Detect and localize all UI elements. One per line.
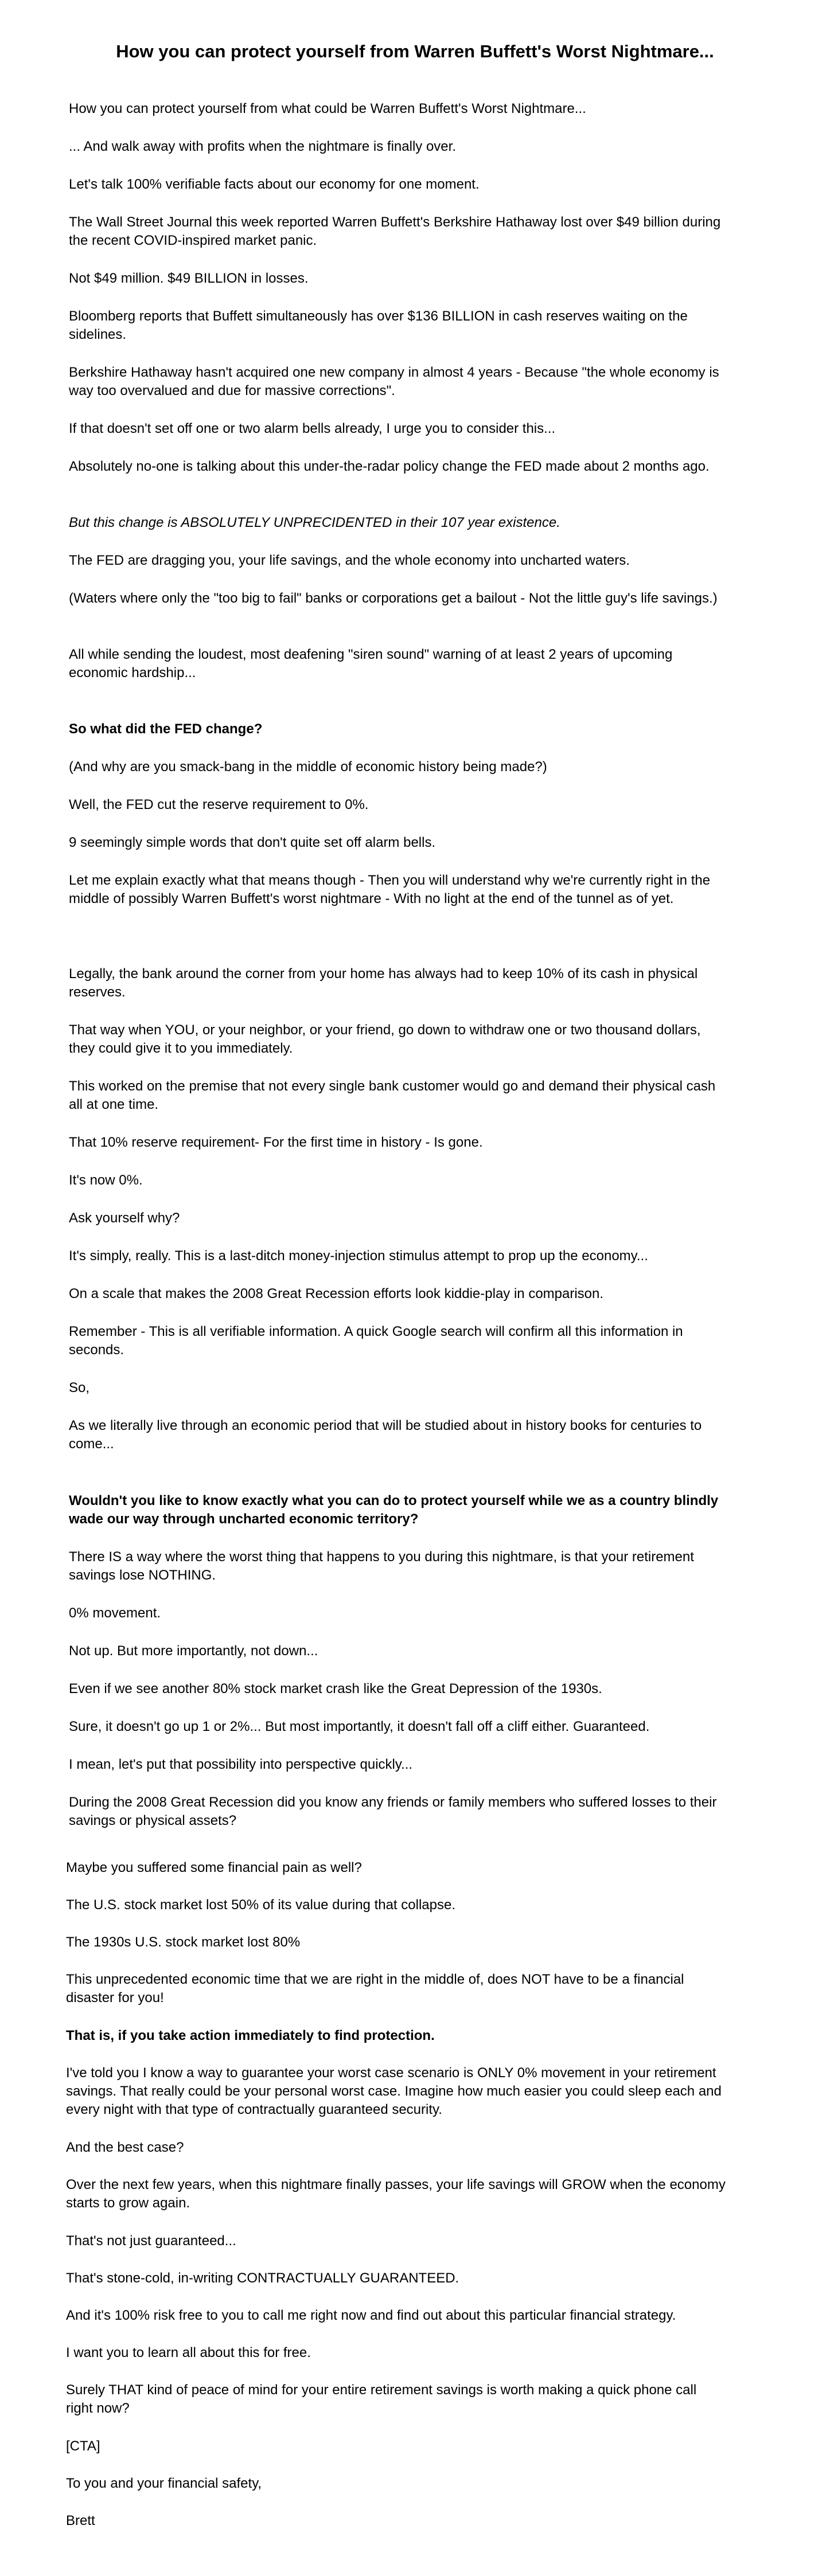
cta-placeholder: [CTA] <box>66 2438 100 2454</box>
paragraph: The 1930s U.S. stock market lost 80% <box>66 1934 301 1950</box>
signature: Brett <box>66 2513 95 2528</box>
paragraph: If that doesn't set off one or two alarm bells already, I urge you to consider this... <box>69 421 556 436</box>
paragraph: On a scale that makes the 2008 Great Recession efforts look kiddie-play in comparison. <box>69 1286 604 1301</box>
paragraph: All while sending the loudest, most deafening "siren sound" warning of at least 2 years of upcoming economic hardship... <box>69 647 673 681</box>
paragraph: Not up. But more importantly, not down... <box>69 1643 318 1659</box>
paragraph: As we literally live through an economic period that will be studied about in history books for centuries to come... <box>69 1418 702 1452</box>
paragraph: That's not just guaranteed... <box>66 2233 236 2249</box>
paragraph: Ask yourself why? <box>69 1210 180 1226</box>
paragraph: And it's 100% risk free to you to call me right now and find out about this particular financial strategy. <box>66 2308 676 2323</box>
paragraph: That way when YOU, or your neighbor, or your friend, go down to withdraw one or two thousand dollars, they could give it to you immediately. <box>69 1022 701 1056</box>
paragraph: So, <box>69 1380 90 1396</box>
paragraph: Berkshire Hathaway hasn't acquired one new company in almost 4 years - Because "the whole economy is way too overvalued and due for massive corrections". <box>69 365 719 398</box>
paragraph: Well, the FED cut the reserve requirement to 0%. <box>69 797 369 812</box>
paragraph: It's simply, really. This is a last-ditch money-injection stimulus attempt to prop up the economy... <box>69 1248 648 1264</box>
paragraph: Legally, the bank around the corner from your home has always had to keep 10% of its cash in physical reserves. <box>69 966 698 1000</box>
paragraph: Let's talk 100% verifiable facts about our economy for one moment. <box>69 177 480 192</box>
paragraph: (And why are you smack-bang in the middle of economic history being made?) <box>69 759 547 775</box>
section-heading: Wouldn't you like to know exactly what you can do to protect yourself while we as a country blindly wade our way through uncharted economic territory? <box>69 1493 719 1527</box>
paragraph: ... And walk away with profits when the nightmare is finally over. <box>69 139 456 154</box>
paragraph: Let me explain exactly what that means though - Then you will understand why we're currently right in the middle of possibly Warren Buffett's worst nightmare - With no light at the end of the tunnel as of yet. <box>69 873 711 906</box>
paragraph: Bloomberg reports that Buffett simultaneously has over $136 BILLION in cash reserves waiting on the sidelines. <box>69 308 688 342</box>
paragraph: It's now 0%. <box>69 1172 143 1188</box>
paragraph: The Wall Street Journal this week reported Warren Buffett's Berkshire Hathaway lost over $49 billion during the recent COVID-inspired market panic. <box>69 214 721 248</box>
paragraph: The FED are dragging you, your life savings, and the whole economy into uncharted waters. <box>69 553 630 568</box>
paragraph: 9 seemingly simple words that don't quite set off alarm bells. <box>69 835 436 850</box>
paragraph: I've told you I know a way to guarantee your worst case scenario is ONLY 0% movement in your retirement savings. That really could be your personal worst case. Imagine how much easier you could sleep each and every night with that type of contractually guaranteed security. <box>66 2065 722 2117</box>
paragraph: And the best case? <box>66 2140 184 2155</box>
paragraph: This unprecedented economic time that we are right in the middle of, does NOT have to be a financial disaster for you! <box>66 1972 684 2006</box>
paragraph: Even if we see another 80% stock market crash like the Great Depression of the 1930s. <box>69 1681 602 1697</box>
paragraph: The U.S. stock market lost 50% of its value during that collapse. <box>66 1897 455 1913</box>
closing-line: To you and your financial safety, <box>66 2476 262 2491</box>
paragraph: Maybe you suffered some financial pain as well? <box>66 1860 362 1875</box>
paragraph: Remember - This is all verifiable information. A quick Google search will confirm all this information in seconds. <box>69 1324 683 1358</box>
paragraph: There IS a way where the worst thing that happens to you during this nightmare, is that your retirement savings lose NOTHING. <box>69 1549 694 1583</box>
paragraph: (Waters where only the "too big to fail" banks or corporations get a bailout - Not the little guy's life savings.) <box>69 591 718 606</box>
paragraph: I mean, let's put that possibility into perspective quickly... <box>69 1757 413 1772</box>
paragraph: During the 2008 Great Recession did you know any friends or family members who suffered losses to their savings or physical assets? <box>69 1795 717 1828</box>
paragraph: How you can protect yourself from what could be Warren Buffett's Worst Nightmare... <box>69 101 586 116</box>
section-heading: So what did the FED change? <box>69 721 263 737</box>
paragraph-emphasis: But this change is ABSOLUTELY UNPRECIDENTED in their 107 year existence. <box>69 515 560 530</box>
paragraph: Sure, it doesn't go up 1 or 2%... But most importantly, it doesn't fall off a cliff either. Guaranteed. <box>69 1719 650 1734</box>
paragraph: Surely THAT kind of peace of mind for your entire retirement savings is worth making a quick phone call right now? <box>66 2382 697 2416</box>
paragraph: Not $49 million. $49 BILLION in losses. <box>69 271 309 286</box>
paragraph: 0% movement. <box>69 1605 161 1621</box>
paragraph: Over the next few years, when this nightmare finally passes, your life savings will GROW when the economy starts to grow again. <box>66 2177 726 2211</box>
paragraph: Absolutely no-one is talking about this under-the-radar policy change the FED made about 2 months ago. <box>69 459 710 474</box>
section-heading: That is, if you take action immediately to find protection. <box>66 2028 435 2043</box>
paragraph: That 10% reserve requirement- For the first time in history - Is gone. <box>69 1135 483 1150</box>
paragraph: That's stone-cold, in-writing CONTRACTUALLY GUARANTEED. <box>66 2270 459 2286</box>
paragraph: I want you to learn all about this for free. <box>66 2345 311 2360</box>
paragraph: This worked on the premise that not every single bank customer would go and demand their physical cash all at one time. <box>69 1078 716 1112</box>
page-title: How you can protect yourself from Warren Buffett's Worst Nightmare... <box>116 41 714 61</box>
